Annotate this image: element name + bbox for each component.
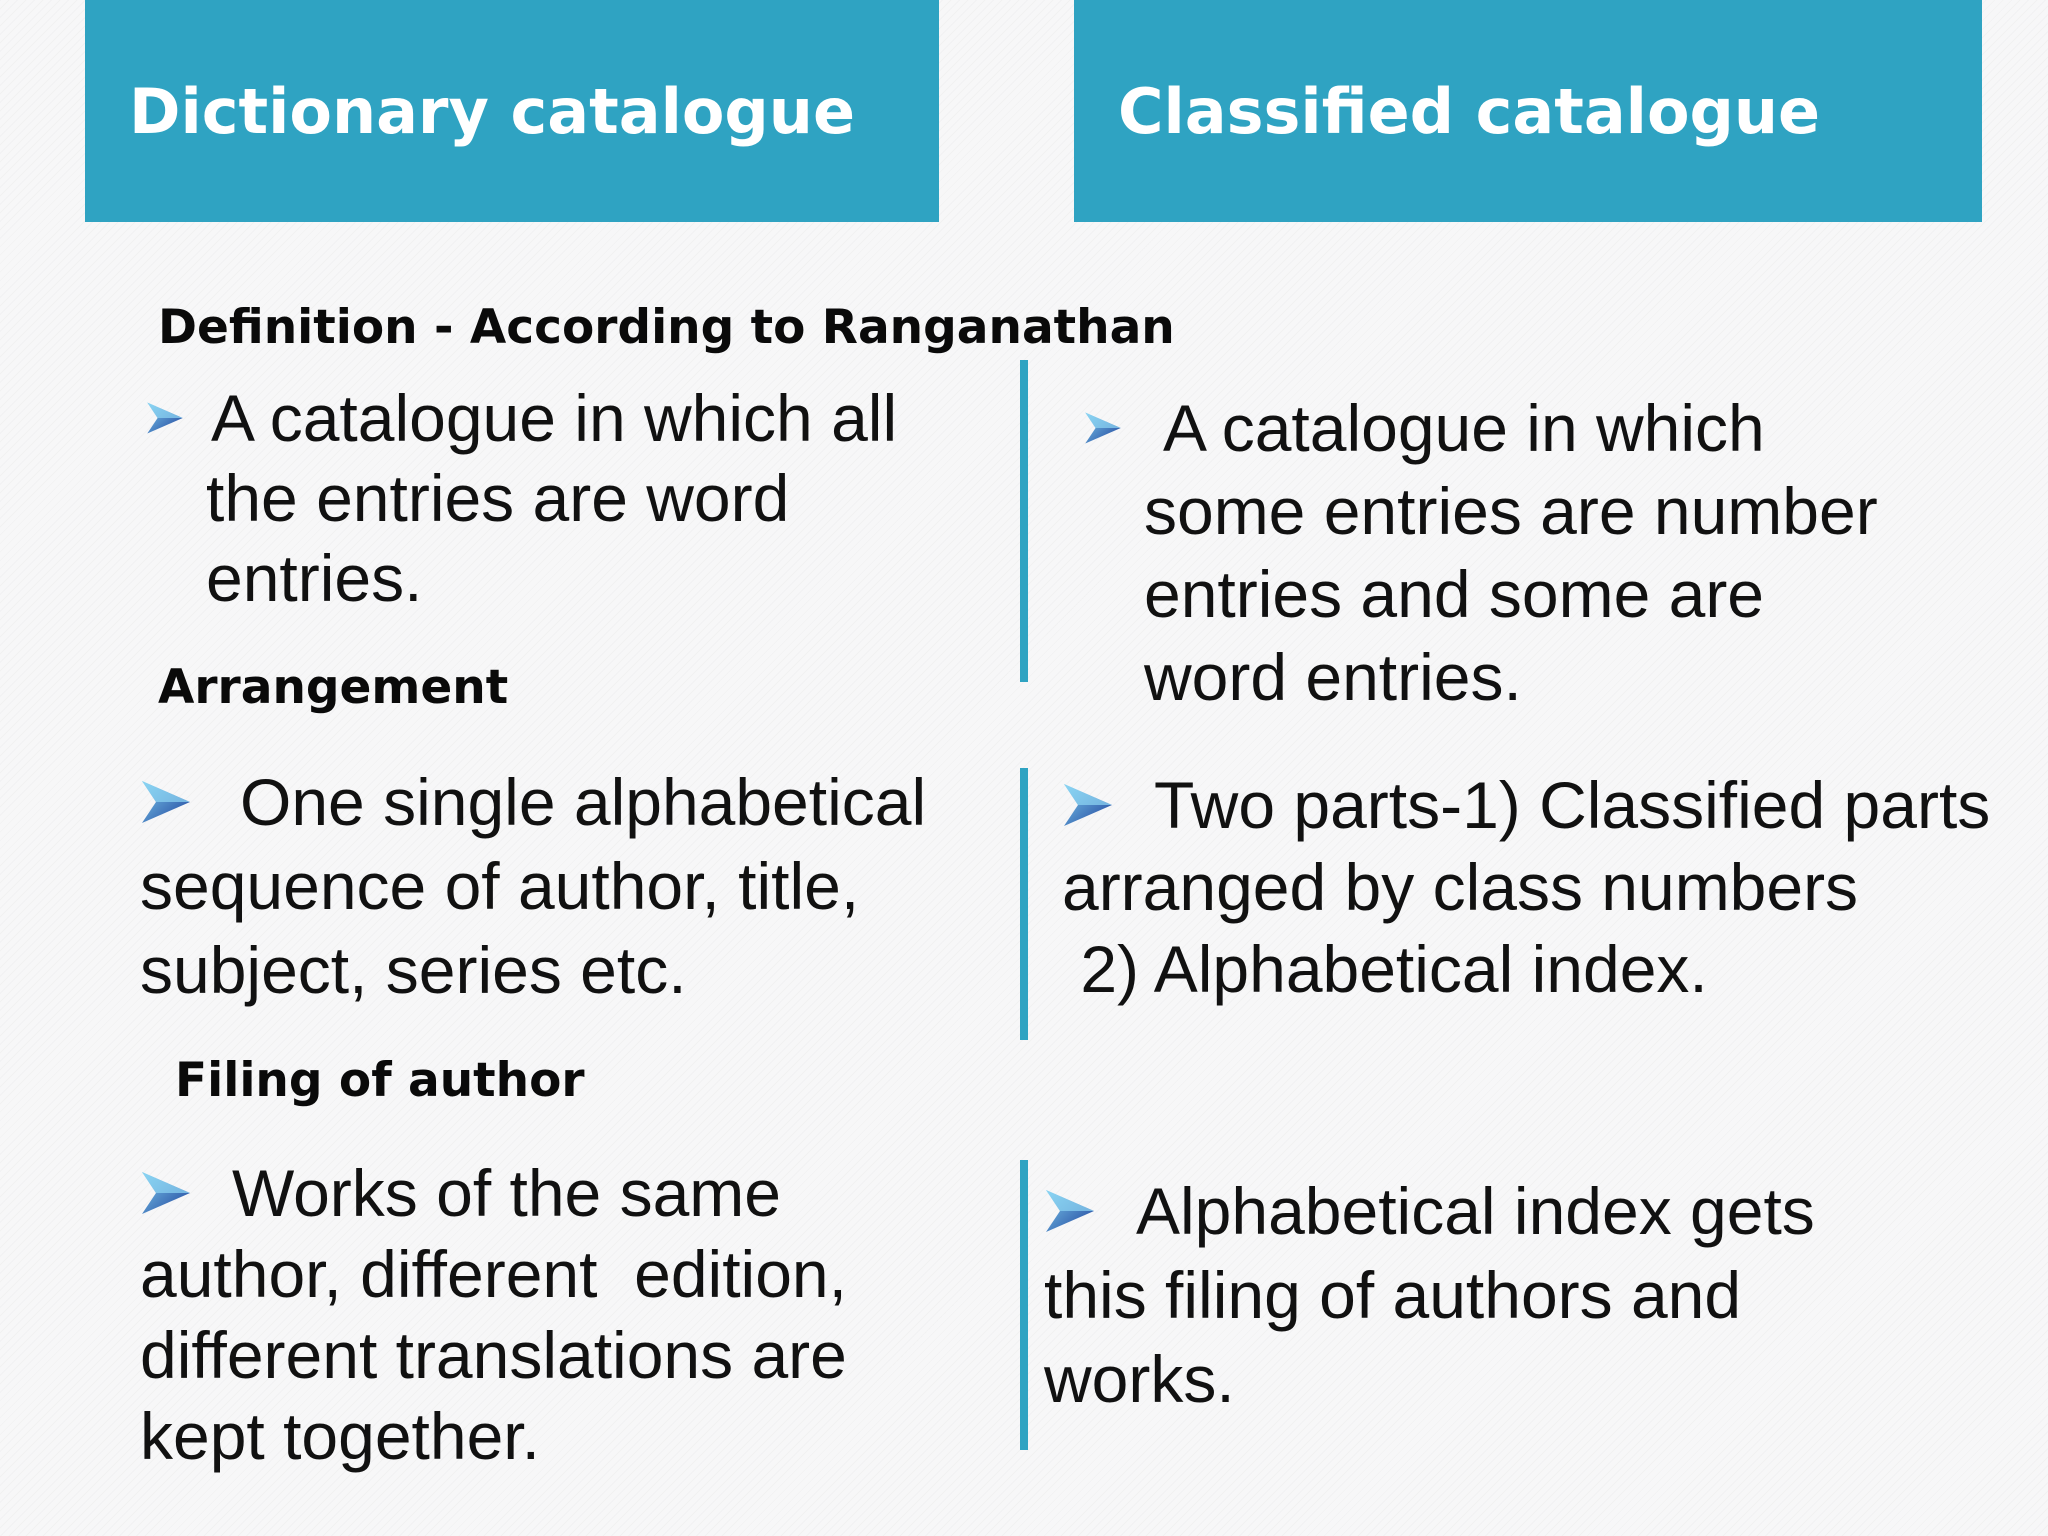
- classified-arrangement-line-3: 2) Alphabetical index.: [1062, 932, 1708, 1006]
- filing-section-label: Filing of author: [175, 1053, 585, 1108]
- classified-definition-line-4: word entries.: [1144, 640, 1522, 714]
- column-divider-arrangement: [1020, 768, 1028, 1040]
- dictionary-filing-line-1: Works of the same: [140, 1153, 847, 1234]
- dictionary-definition-bullet: [145, 378, 897, 618]
- dictionary-catalogue-header: [85, 0, 939, 222]
- classified-arrangement-bullet: [1062, 764, 1990, 1010]
- arrow-bullet-icon: [1062, 782, 1114, 828]
- dictionary-catalogue-title: Dictionary catalogue: [129, 74, 855, 148]
- classified-definition-line-1: A catalogue in which: [1083, 387, 1878, 470]
- arrow-bullet-icon: [1083, 411, 1123, 445]
- arrow-bullet-icon: [140, 1170, 192, 1216]
- arrow-bullet-icon: [1044, 1188, 1096, 1234]
- classified-catalogue-header: [1074, 0, 1982, 222]
- column-divider-filing: [1020, 1160, 1028, 1450]
- column-divider-definition: [1020, 360, 1028, 682]
- classified-definition-line-3: entries and some are: [1144, 557, 1765, 631]
- classified-filing-bullet: [1044, 1169, 1815, 1421]
- dictionary-definition-line-3: entries.: [206, 541, 423, 615]
- classified-filing-line-3: works.: [1044, 1342, 1235, 1416]
- dictionary-filing-bullet: [140, 1153, 847, 1477]
- dictionary-filing-line-2: author, different edition,: [140, 1237, 847, 1311]
- arrow-bullet-icon: [145, 401, 185, 435]
- classified-definition-line-2: some entries are number: [1144, 474, 1878, 548]
- classified-definition-bullet: [1083, 387, 1878, 719]
- classified-filing-line-2: this filing of authors and: [1044, 1258, 1742, 1332]
- definition-section-label: Definition - According to Ranganathan: [158, 300, 1175, 355]
- dictionary-definition-line-1: A catalogue in which all: [145, 378, 897, 458]
- dictionary-filing-line-4: kept together.: [140, 1399, 540, 1473]
- arrangement-section-label: Arrangement: [158, 660, 509, 715]
- dictionary-arrangement-bullet: [140, 760, 926, 1012]
- dictionary-definition-line-2: the entries are word: [206, 461, 790, 535]
- classified-filing-line-1: Alphabetical index gets: [1044, 1169, 1815, 1253]
- dictionary-arrangement-line-1: One single alphabetical: [140, 760, 926, 844]
- dictionary-arrangement-line-2: sequence of author, title,: [140, 849, 860, 923]
- classified-catalogue-title: Classified catalogue: [1118, 74, 1821, 148]
- dictionary-filing-line-3: different translations are: [140, 1318, 847, 1392]
- arrow-bullet-icon: [140, 779, 192, 825]
- classified-arrangement-line-1: Two parts-1) Classified parts: [1062, 764, 1990, 846]
- dictionary-arrangement-line-3: subject, series etc.: [140, 933, 687, 1007]
- classified-arrangement-line-2: arranged by class numbers: [1062, 850, 1859, 924]
